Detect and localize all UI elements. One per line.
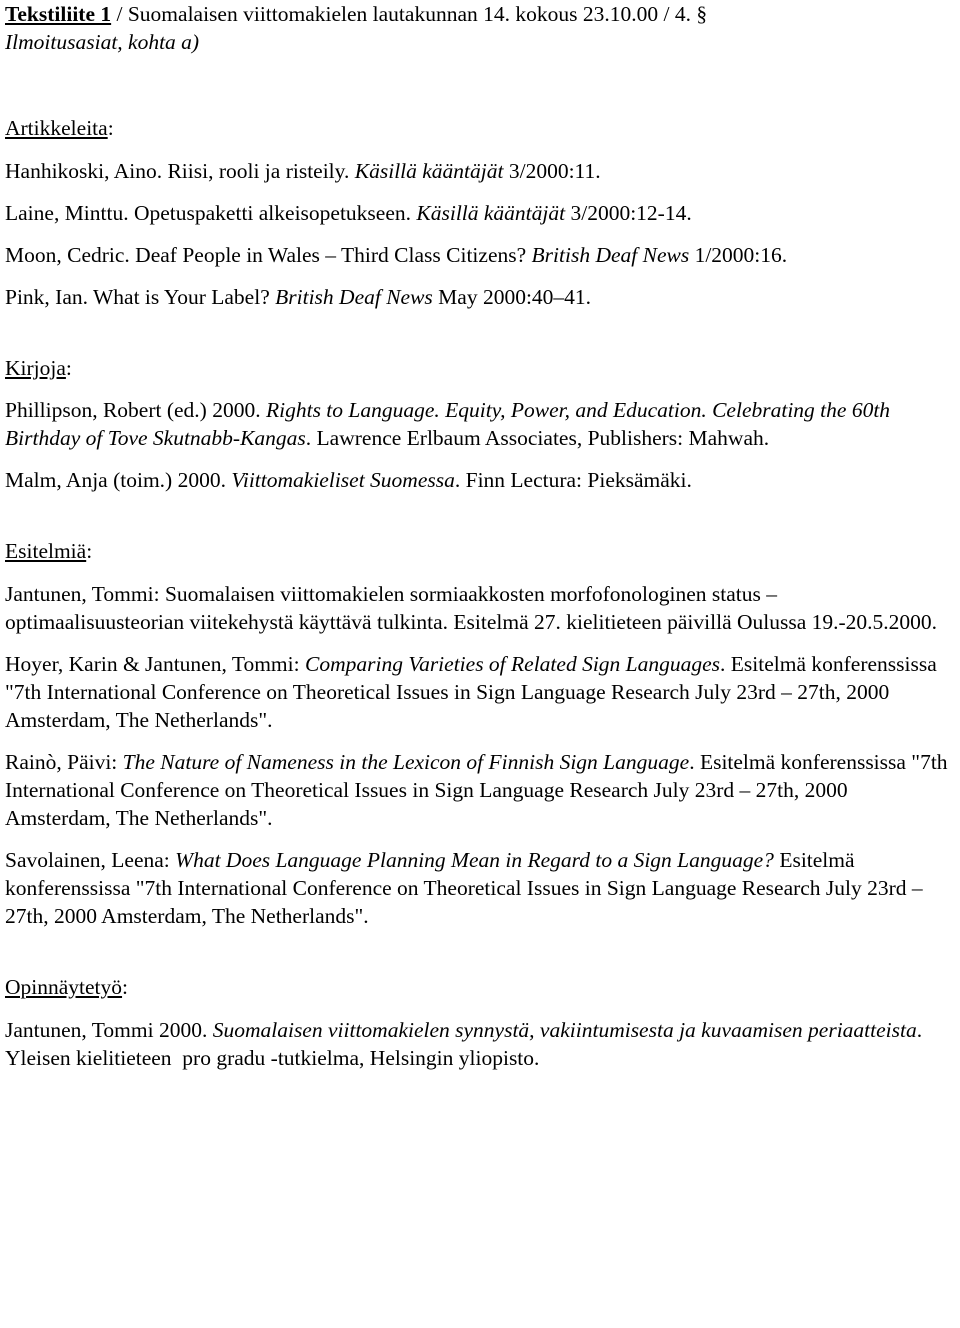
entry-text: Phillipson, Robert (ed.) 2000.: [5, 398, 266, 422]
heading-colon: :: [65, 356, 72, 380]
list-item: [5, 846, 953, 930]
list-item: [5, 580, 953, 636]
entry-italic: British Deaf News: [275, 285, 433, 309]
entry-text: Savolainen, Leena:: [5, 848, 176, 872]
theses-list: [5, 1016, 953, 1072]
entry-tail: . Yleisen kielitieteen pro gradu -tutkielma, Helsingin yliopisto.: [5, 1018, 923, 1070]
entry-text: Hanhikoski, Aino. Riisi, rooli ja risteily.: [5, 159, 355, 183]
entry-italic: The Nature of Nameness in the Lexicon of Finnish Sign Language: [122, 750, 690, 774]
entry-text: Moon, Cedric. Deaf People in Wales – Third Class Citizens?: [5, 243, 532, 267]
agenda-item: Ilmoitusasiat, kohta a): [5, 30, 200, 54]
entry-italic: What Does Language Planning Mean in Regard to a Sign Language?: [175, 848, 774, 872]
entry-tail: Esitelmä konferenssissa "7th International Conference on Theoretical Issues in Sign Language Research July 23rd – 27th, 2000 Amsterdam, The Netherlands".: [5, 848, 923, 928]
section-heading-label: Artikkeleita: [5, 116, 108, 140]
list-item: [5, 241, 953, 269]
entry-italic: Käsillä kääntäjät: [354, 159, 504, 183]
entry-tail: May 2000:40–41.: [432, 285, 592, 309]
entry-italic: Viittomakieliset Suomessa: [231, 468, 455, 492]
section-heading-label: Kirjoja: [5, 356, 66, 380]
entry-tail: . Esitelmä konferenssissa "7th International Conference on Theoretical Issues in Sign Language Research July 23rd – 27th, 2000 Amsterdam, The Netherlands".: [5, 750, 948, 830]
entry-tail: . Finn Lectura: Pieksämäki.: [454, 468, 692, 492]
document-header: [5, 0, 953, 56]
entry-italic: Suomalaisen viittomakielen synnystä, vakiintumisesta ja kuvaamisen periaatteista: [212, 1018, 917, 1042]
entry-tail: . Esitelmä konferenssissa "7th International Conference on Theoretical Issues in Sign Language Research July 23rd – 27th, 2000 Amsterdam, The Netherlands".: [5, 652, 937, 732]
entry-text: Rainò, Päivi:: [5, 750, 123, 774]
articles-list: [5, 157, 953, 311]
section-heading-theses: [5, 973, 953, 1001]
entry-text: Malm, Anja (toim.) 2000.: [5, 468, 232, 492]
list-item: [5, 157, 953, 185]
entry-text: Hoyer, Karin & Jantunen, Tommi:: [5, 652, 305, 676]
list-item: [5, 396, 953, 452]
entry-text: Laine, Minttu. Opetuspaketti alkeisopetukseen.: [5, 201, 417, 225]
heading-colon: :: [86, 539, 93, 563]
heading-colon: :: [107, 116, 114, 140]
meeting-info: / Suomalaisen viittomakielen lautakunnan 14. kokous 23.10.00 / 4. §: [111, 2, 708, 26]
document-page: [5, 0, 953, 1072]
section-heading-articles: [5, 114, 953, 142]
entry-tail: 3/2000:11.: [503, 159, 601, 183]
entry-tail: 3/2000:12-14.: [565, 201, 692, 225]
entry-text: Pink, Ian. What is Your Label?: [5, 285, 276, 309]
books-list: [5, 396, 953, 494]
entry-italic: Käsillä kääntäjät: [416, 201, 566, 225]
section-heading-label: Esitelmiä: [5, 539, 87, 563]
list-item: [5, 1016, 953, 1072]
entry-italic: Comparing Varieties of Related Sign Languages: [304, 652, 721, 676]
list-item: [5, 466, 953, 494]
section-heading-books: [5, 354, 953, 382]
entry-text: Jantunen, Tommi: Suomalaisen viittomakielen sormiaakkosten morfofonologinen status – optimaalisuusteorian viitekehystä käyttävä tulkinta. Esitelmä 27. kielitieteen päivillä Oulussa 19.-20.5.2000.: [5, 582, 938, 634]
list-item: [5, 748, 953, 832]
list-item: [5, 283, 953, 311]
entry-text: Jantunen, Tommi 2000.: [5, 1018, 213, 1042]
attachment-title: Tekstiliite 1: [5, 2, 112, 26]
heading-colon: :: [122, 975, 129, 999]
presentations-list: [5, 580, 953, 930]
section-heading-label: Opinnäytetyö: [5, 975, 123, 999]
entry-italic: British Deaf News: [531, 243, 690, 267]
entry-italic: Rights to Language. Equity, Power, and Education. Celebrating the 60th Birthday of Tove Skutnabb-Kangas: [5, 398, 891, 450]
entry-tail: 1/2000:16.: [689, 243, 788, 267]
list-item: [5, 199, 953, 227]
list-item: [5, 650, 953, 734]
entry-tail: . Lawrence Erlbaum Associates, Publishers: Mahwah.: [305, 426, 770, 450]
section-heading-presentations: [5, 537, 953, 565]
